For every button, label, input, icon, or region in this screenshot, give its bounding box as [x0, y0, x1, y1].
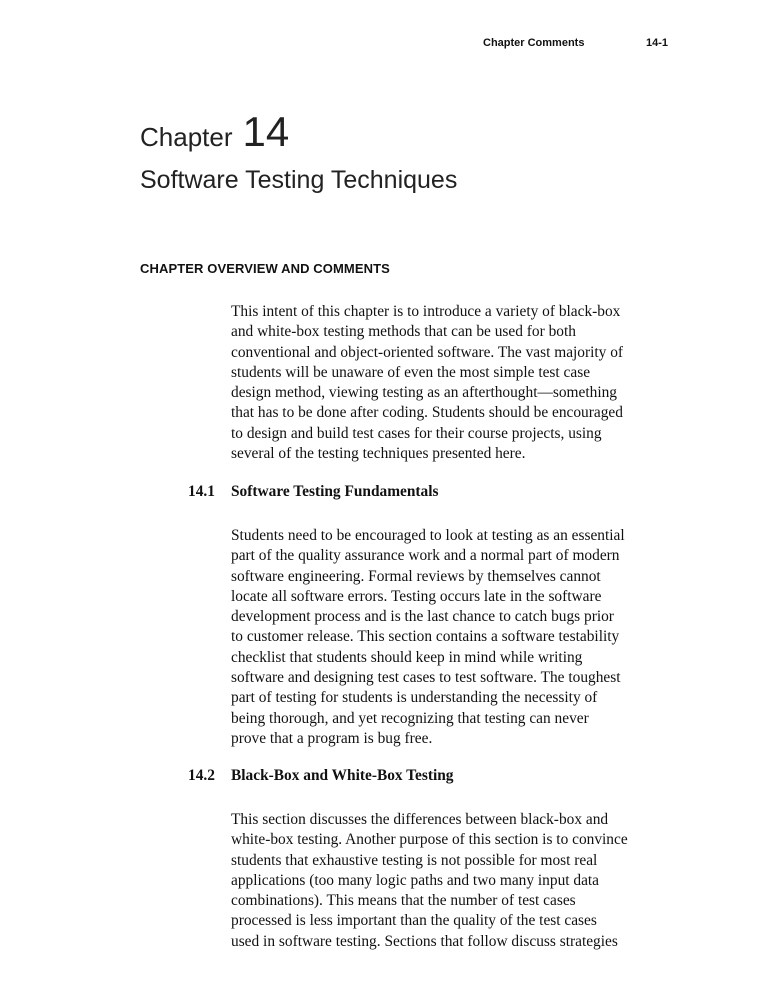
section-number: 14.1 [188, 483, 215, 500]
section-number: 14.2 [188, 767, 215, 784]
paragraph-line: software engineering. Formal reviews by themselves cannot [231, 567, 601, 585]
paragraph-line: part of testing for students is understanding the necessity of [231, 689, 598, 707]
paragraph-line: locate all software errors. Testing occurs late in the software [231, 587, 602, 605]
section-title: Black-Box and White-Box Testing [231, 767, 454, 784]
section-title: Software Testing Fundamentals [231, 483, 439, 500]
overview-paragraph [231, 302, 701, 464]
paragraph-line: white-box testing. Another purpose of this section is to convince [231, 831, 628, 849]
paragraph-line: that has to be done after coding. Students should be encouraged [231, 404, 623, 422]
section-14-2-paragraph [231, 810, 701, 952]
paragraph-line: conventional and object-oriented software. The vast majority of [231, 343, 624, 361]
chapter-label: Chapter [140, 122, 233, 152]
running-header [483, 37, 668, 49]
paragraph-line: This section discusses the differences between black-box and [231, 811, 609, 828]
paragraph-line: and white-box testing methods that can be used for both [231, 323, 576, 341]
overview-heading: CHAPTER OVERVIEW AND COMMENTS [140, 261, 390, 276]
paragraph-line: prove that a program is bug free. [231, 729, 433, 747]
paragraph-line: software and designing test cases to test software. The toughest [231, 669, 621, 687]
paragraph-line: checklist that students should keep in mind while writing [231, 648, 583, 666]
paragraph-line: processed is less important than the quality of the test cases [231, 912, 597, 930]
chapter-number: 14 [242, 108, 290, 155]
paragraph-line: combinations). This means that the number of test cases [231, 892, 576, 910]
page-number: 14-1 [645, 37, 668, 49]
paragraph-line: being thorough, and yet recognizing that testing can never [231, 709, 589, 727]
section-heading-14-1 [188, 483, 439, 501]
paragraph-line: to customer release. This section contains a software testability [231, 628, 620, 646]
paragraph-line: to design and build test cases for their course projects, using [231, 424, 602, 442]
paragraph-line: This intent of this chapter is to introduce a variety of black-box [231, 303, 621, 320]
chapter-title: Software Testing Techniques [140, 166, 458, 194]
paragraph-line: part of the quality assurance work and a normal part of modern [231, 547, 620, 565]
paragraph-line: design method, viewing testing as an afterthought—something [231, 384, 617, 402]
paragraph-line: applications (too many logic paths and two many input data [231, 871, 600, 889]
paragraph-line: development process and is the last chance to catch bugs prior [231, 608, 614, 626]
paragraph-line: used in software testing. Sections that follow discuss strategies [231, 932, 618, 950]
paragraph-line: Students need to be encouraged to look at testing as an essential [231, 527, 625, 544]
section-heading-14-2 [188, 767, 454, 785]
running-header-title: Chapter Comments [483, 37, 585, 49]
paragraph-line: students will be unaware of even the most simple test case [231, 363, 591, 381]
paragraph-line: students that exhaustive testing is not possible for most real [231, 851, 598, 869]
chapter-heading [140, 108, 289, 156]
paragraph-line: several of the testing techniques presented here. [231, 445, 526, 463]
section-14-1-paragraph [231, 526, 701, 749]
